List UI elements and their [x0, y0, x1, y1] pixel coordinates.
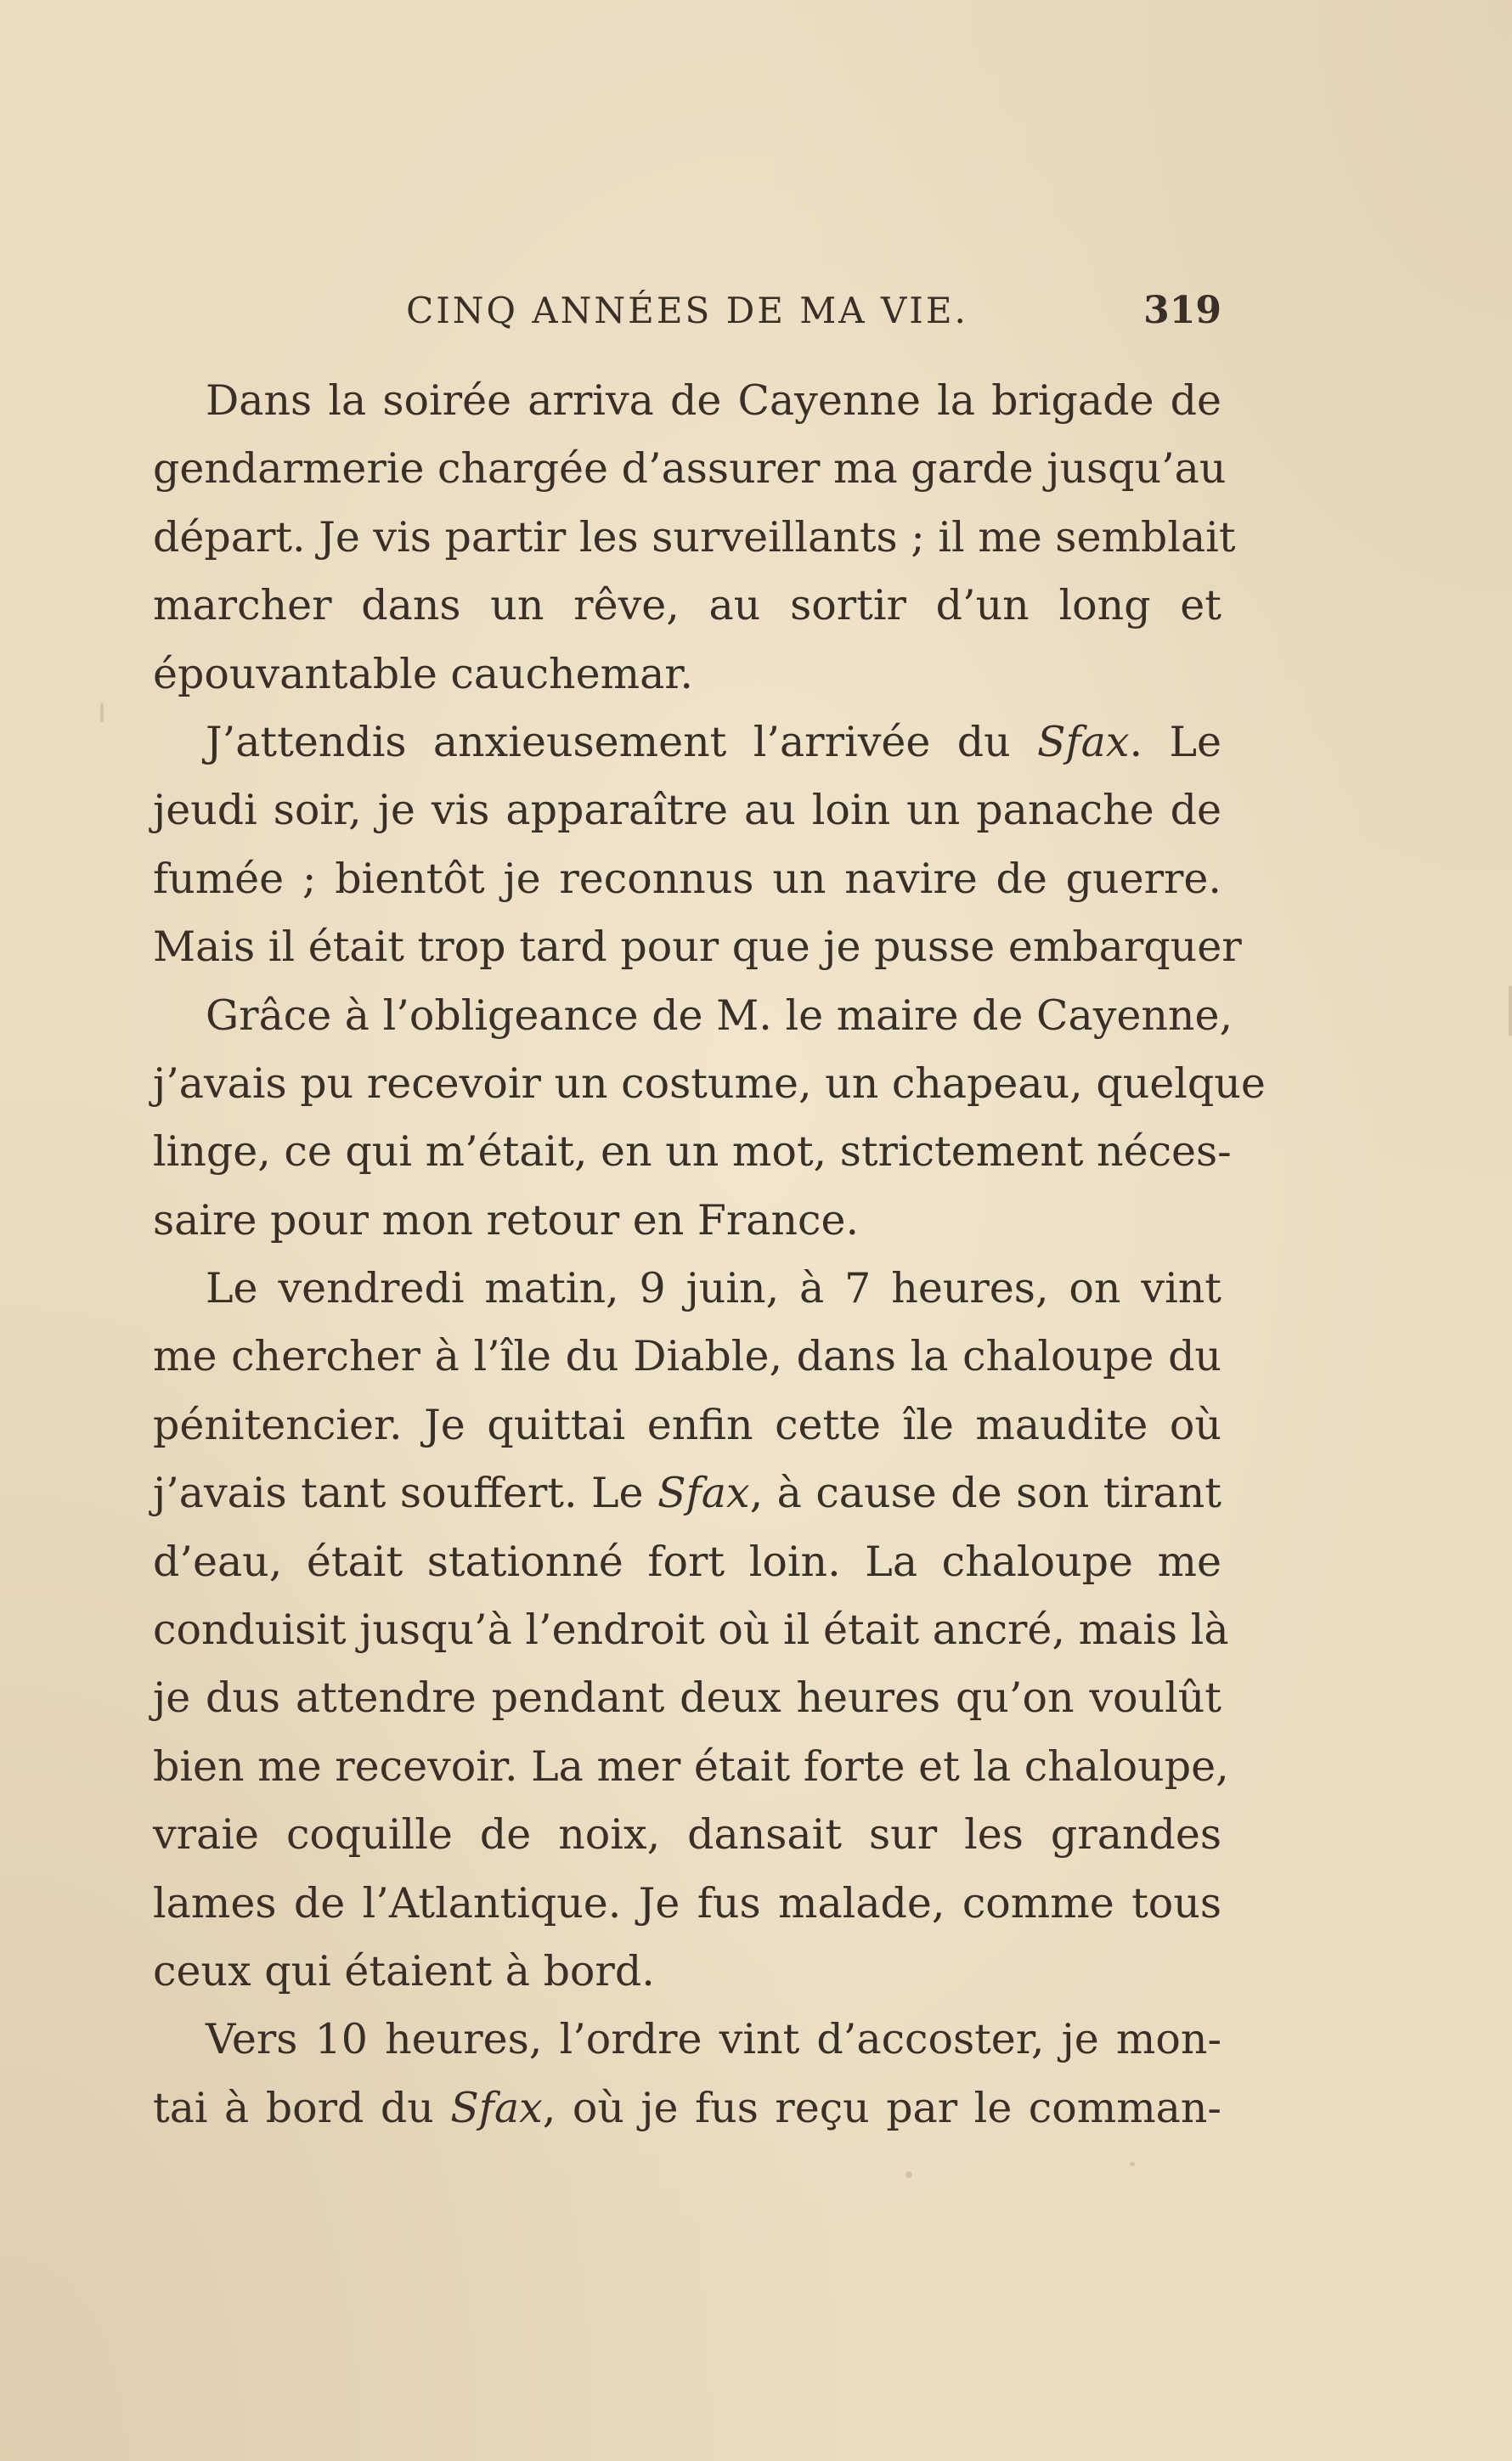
text-line [153, 1733, 1229, 1801]
text-run: départ. Je vis partir les surveillants ; il me semblait [153, 512, 1236, 562]
text-line [153, 2074, 1221, 2142]
text-line [153, 572, 1221, 640]
text-line [153, 1118, 1232, 1186]
text-line [153, 1528, 1221, 1596]
text-run: jeudi soir, je vis apparaître au loin un panache de [153, 786, 1221, 835]
text-line [153, 913, 1242, 981]
paper-stain [1130, 2162, 1135, 2166]
text-line [153, 1664, 1221, 1732]
italic-ship-name: Sfax [1036, 717, 1130, 766]
text-run: marcher dans un rêve, au sortir d’un long et [153, 581, 1221, 630]
text-line [153, 1801, 1221, 1869]
text-line [153, 367, 1221, 435]
text-run: vraie coquille de noix, dansait sur les grandes [153, 1810, 1221, 1860]
paper-stain [1509, 985, 1512, 1036]
italic-ship-name: Sfax [657, 1469, 750, 1518]
paper-stain [100, 703, 104, 722]
text-run: me chercher à l’île du Diable, dans la chaloupe du [153, 1332, 1221, 1381]
text-line [153, 435, 1227, 503]
text-run: lames de l’Atlantique. Je fus malade, comme tous [153, 1878, 1221, 1928]
running-title: CINQ ANNÉES DE MA VIE. [406, 290, 968, 331]
text-line [153, 1870, 1221, 1938]
text-run: conduisit jusqu’à l’endroit où il était ancré, mais là [153, 1606, 1229, 1655]
text-run: fumée ; bientôt je reconnus un navire de guerre. [153, 854, 1221, 903]
text-line [153, 1255, 1221, 1323]
text-run: J’attendis anxieusement l’arrivée du [206, 717, 1037, 766]
text-run: Dans la soirée arriva de Cayenne la brigade de [206, 376, 1221, 425]
text-run: je dus attendre pendant deux heures qu’on voulût [153, 1674, 1221, 1723]
text-run: tai à bord du [153, 2083, 451, 2132]
italic-ship-name: Sfax [450, 2083, 543, 2132]
text-run: d’eau, était stationné fort loin. La chaloupe me [153, 1537, 1221, 1586]
text-line [153, 504, 1236, 572]
paper-stain [906, 2171, 912, 2178]
text-line [153, 1938, 1221, 2006]
text-line [153, 982, 1233, 1050]
text-run: . Le [1129, 717, 1221, 766]
text-line [153, 776, 1221, 844]
text-run: j’avais tant souffert. Le [153, 1469, 658, 1518]
text-line [153, 1323, 1221, 1391]
running-header [153, 285, 1221, 336]
text-line [153, 2006, 1221, 2074]
text-run: linge, ce qui m’était, en un mot, strictement néces- [153, 1127, 1232, 1177]
text-run: Le vendredi matin, 9 juin, à 7 heures, on vint [206, 1264, 1221, 1313]
text-line [153, 845, 1221, 913]
text-line [153, 1391, 1221, 1459]
text-run: gendarmerie chargée d’assurer ma garde jusqu’au [153, 444, 1227, 494]
body-text [153, 367, 1266, 2142]
text-line [153, 1050, 1266, 1118]
text-run: Grâce à l’obligeance de M. le maire de Cayenne, [206, 991, 1233, 1040]
text-run: Mais il était trop tard pour que je pusse embarquer [153, 923, 1242, 972]
text-run: , où je fus reçu par le comman- [542, 2083, 1221, 2132]
text-line [153, 708, 1221, 776]
text-line [153, 1596, 1229, 1664]
text-run: pénitencier. Je quittai enfin cette île maudite où [153, 1400, 1221, 1449]
text-line [153, 1459, 1221, 1527]
text-line [153, 641, 1221, 708]
text-run: ceux qui étaient à bord. [153, 1946, 655, 1995]
text-run: , à cause de son tirant [749, 1469, 1222, 1518]
text-run: saire pour mon retour en France. [153, 1195, 860, 1245]
text-run: Vers 10 heures, l’ordre vint d’accoster, je mon- [206, 2015, 1221, 2064]
page-number: 319 [1143, 289, 1221, 332]
text-run: bien me recevoir. La mer était forte et la chaloupe, [153, 1741, 1229, 1791]
text-run: épouvantable cauchemar. [153, 649, 693, 698]
text-line [153, 1187, 1221, 1255]
text-run: j’avais pu recevoir un costume, un chapeau, quelque [153, 1058, 1266, 1108]
